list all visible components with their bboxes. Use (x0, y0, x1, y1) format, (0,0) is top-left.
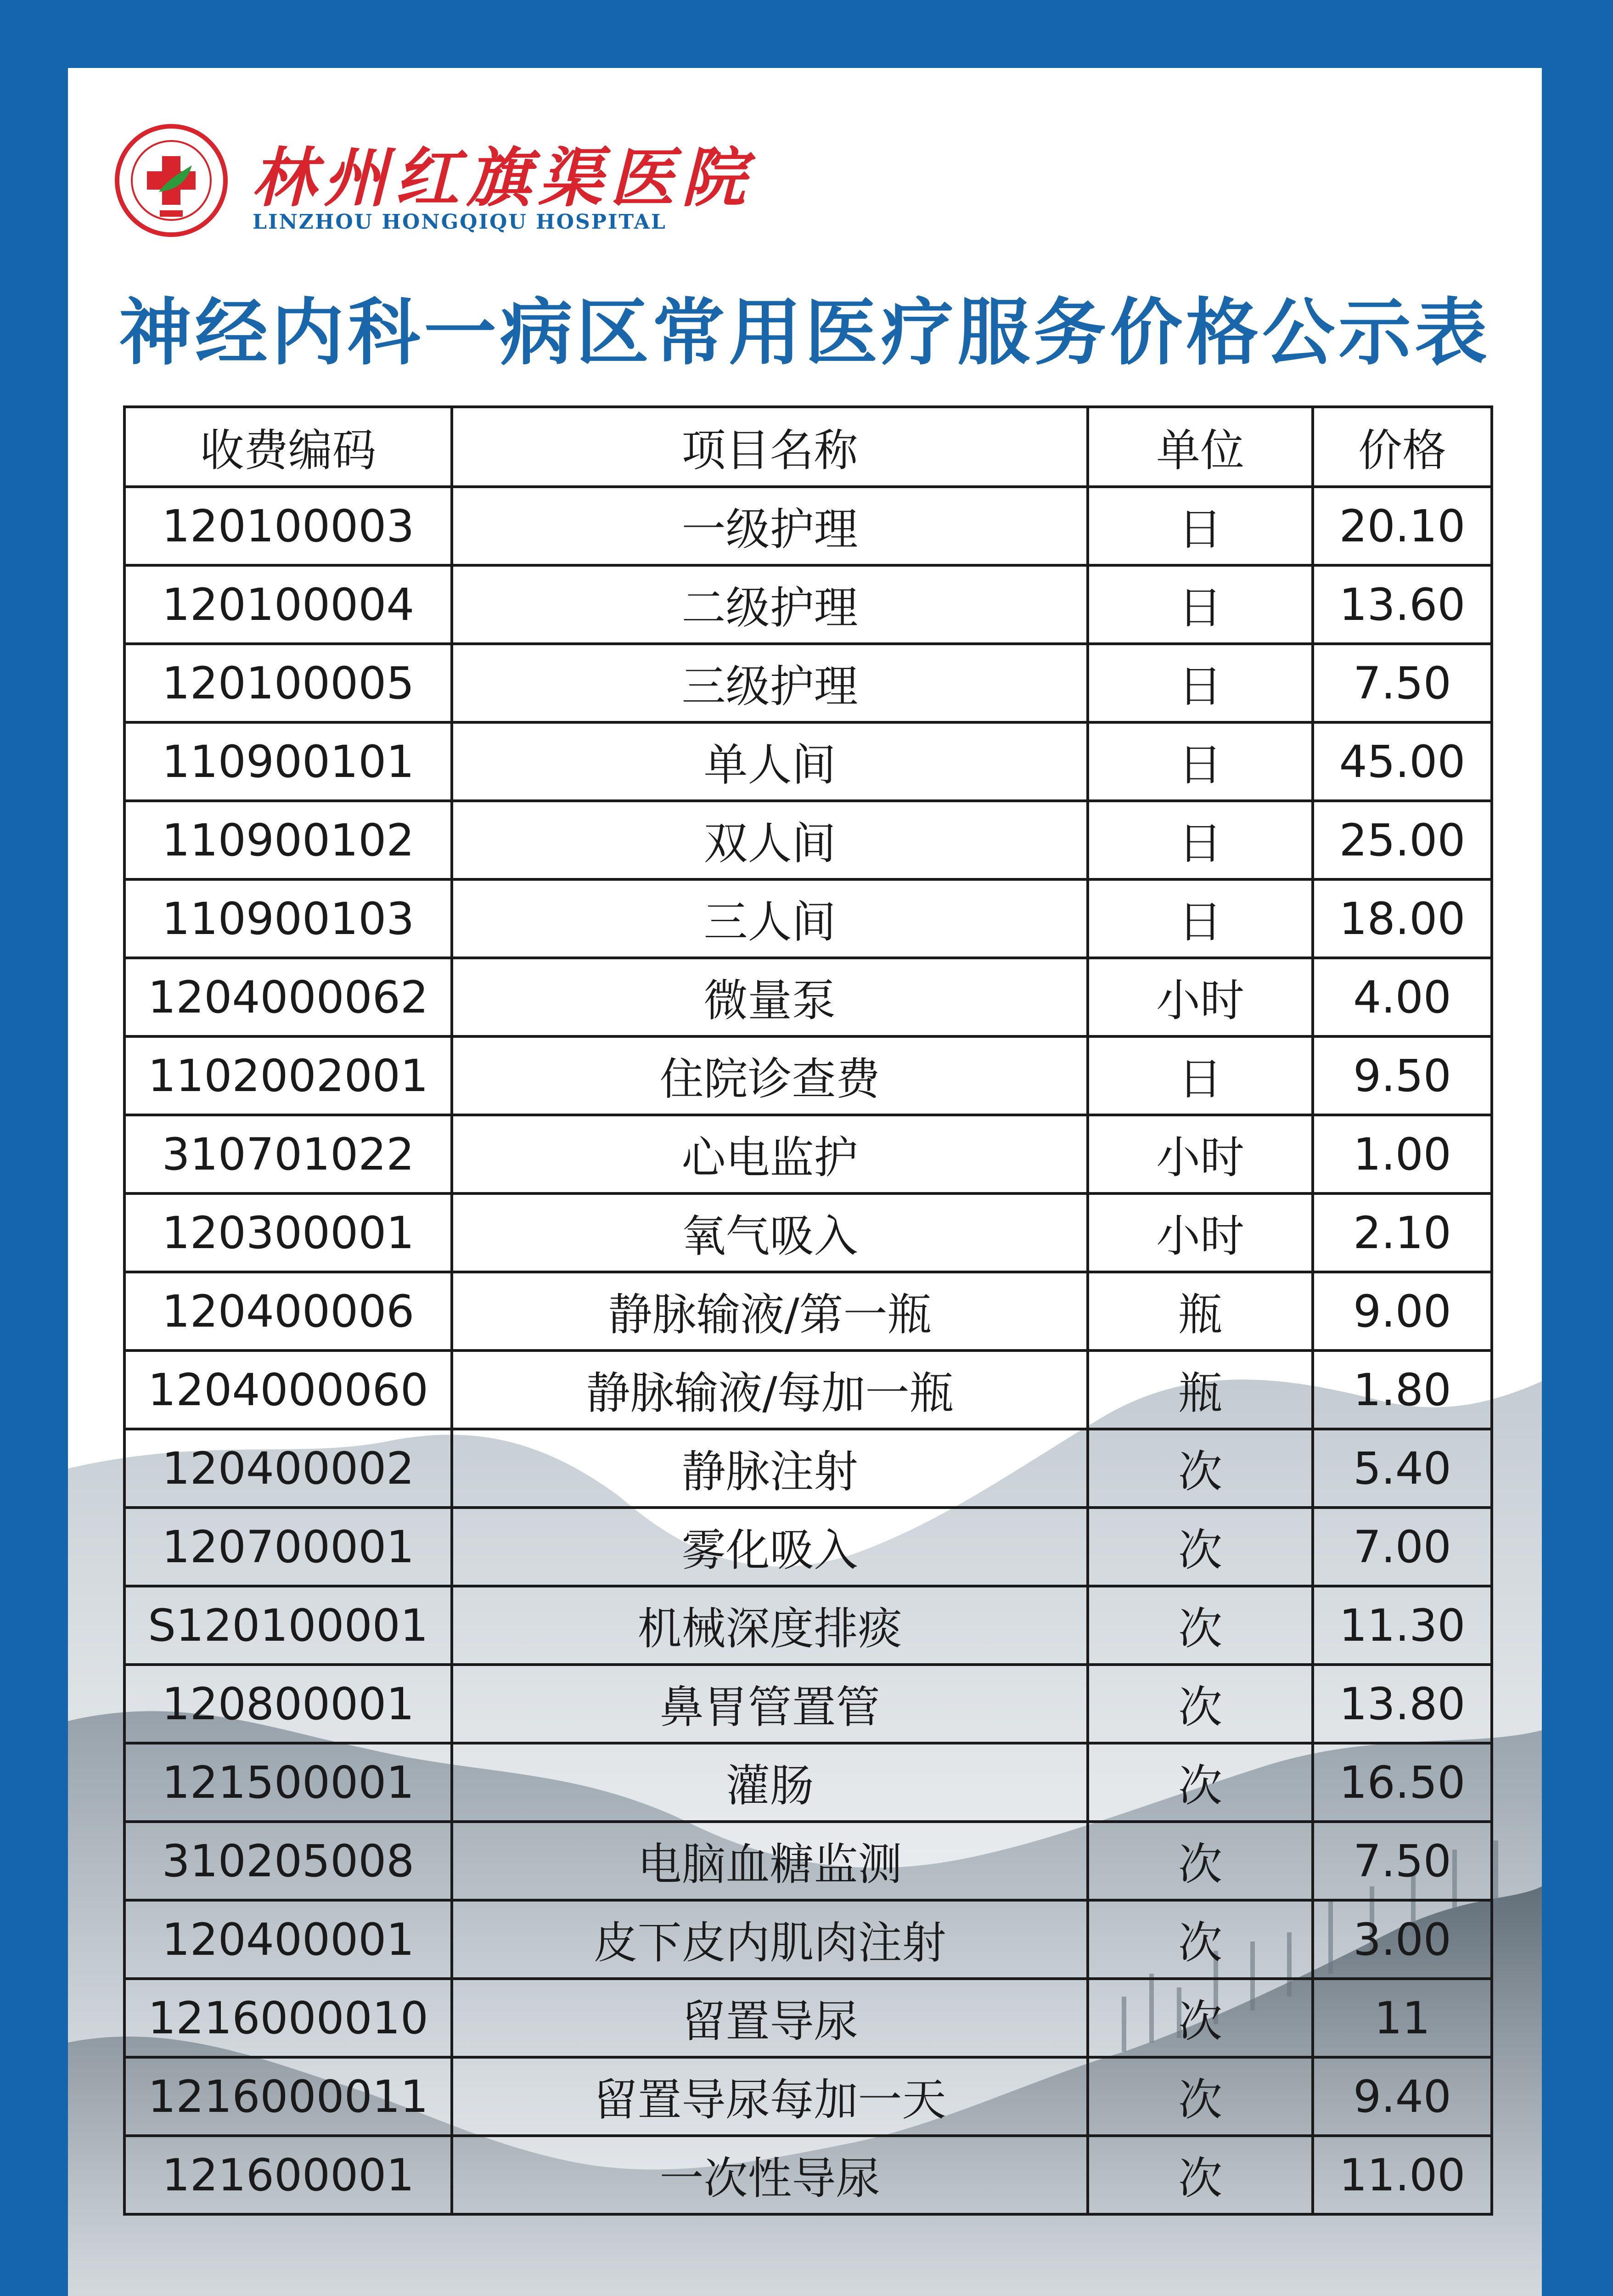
cell-code: 1216000011 (124, 2057, 452, 2136)
cell-unit: 次 (1088, 1665, 1313, 1743)
table-row (124, 1272, 1492, 1351)
cell-code: 310701022 (124, 1115, 452, 1193)
table-row (124, 1351, 1492, 1429)
cell-item-name: 电脑血糖监测 (452, 1822, 1088, 1900)
cell-code: 120100005 (124, 644, 452, 722)
poster-panel (68, 68, 1542, 2296)
cell-price: 3.00 (1313, 1900, 1492, 1979)
cell-code: 110900102 (124, 801, 452, 879)
cell-unit: 小时 (1088, 1193, 1313, 1272)
cell-price: 11 (1313, 1979, 1492, 2057)
cell-unit: 小时 (1088, 958, 1313, 1036)
cell-unit: 次 (1088, 1900, 1313, 1979)
table-row (124, 2136, 1492, 2214)
cell-price: 13.80 (1313, 1665, 1492, 1743)
cell-unit: 次 (1088, 1429, 1313, 1508)
header-code: 收费编码 (124, 407, 452, 487)
cell-price: 18.00 (1313, 879, 1492, 958)
table-row (124, 801, 1492, 879)
table-row (124, 958, 1492, 1036)
cell-item-name: 鼻胃管置管 (452, 1665, 1088, 1743)
cell-code: 120700001 (124, 1508, 452, 1586)
table-row (124, 1743, 1492, 1822)
cell-item-name: 灌肠 (452, 1743, 1088, 1822)
table-row (124, 1115, 1492, 1193)
header-item-name: 项目名称 (452, 407, 1088, 487)
table-row (124, 1900, 1492, 1979)
table-row (124, 1193, 1492, 1272)
cell-code: 1204000060 (124, 1351, 452, 1429)
cell-price: 25.00 (1313, 801, 1492, 879)
cell-item-name: 一级护理 (452, 487, 1088, 565)
table-row (124, 1822, 1492, 1900)
cell-price: 11.00 (1313, 2136, 1492, 2214)
hospital-header (114, 105, 849, 252)
cell-price: 9.50 (1313, 1036, 1492, 1115)
cell-unit: 次 (1088, 1508, 1313, 1586)
cell-price: 16.50 (1313, 1743, 1492, 1822)
cell-unit: 日 (1088, 801, 1313, 879)
cell-code: 120400001 (124, 1900, 452, 1979)
table-row (124, 487, 1492, 565)
table-row (124, 1429, 1492, 1508)
cell-unit: 日 (1088, 722, 1313, 801)
cell-item-name: 心电监护 (452, 1115, 1088, 1193)
cell-item-name: 静脉注射 (452, 1429, 1088, 1508)
cell-code: 110900103 (124, 879, 452, 958)
table-row (124, 2057, 1492, 2136)
cell-item-name: 皮下皮内肌肉注射 (452, 1900, 1088, 1979)
cell-item-name: 氧气吸入 (452, 1193, 1088, 1272)
cell-code: 121600001 (124, 2136, 452, 2214)
table-row (124, 1665, 1492, 1743)
table-row (124, 1586, 1492, 1665)
cell-unit: 次 (1088, 2136, 1313, 2214)
hospital-name-cn: 林州红旗渠医院 (252, 141, 753, 216)
cell-code: 120100003 (124, 487, 452, 565)
document-title: 神经内科一病区常用医疗服务价格公示表 (119, 291, 1491, 375)
table-row (124, 565, 1492, 644)
table-row (124, 1979, 1492, 2057)
table-header-row (124, 407, 1492, 487)
cell-unit: 日 (1088, 879, 1313, 958)
cell-price: 1.00 (1313, 1115, 1492, 1193)
cell-code: 120400006 (124, 1272, 452, 1351)
cell-code: 121500001 (124, 1743, 452, 1822)
cell-unit: 日 (1088, 1036, 1313, 1115)
hospital-logo-icon (114, 123, 229, 238)
cell-price: 13.60 (1313, 565, 1492, 644)
header-unit: 单位 (1088, 407, 1313, 487)
cell-item-name: 静脉输液/第一瓶 (452, 1272, 1088, 1351)
table-row (124, 722, 1492, 801)
cell-item-name: 留置导尿每加一天 (452, 2057, 1088, 2136)
cell-unit: 瓶 (1088, 1272, 1313, 1351)
cell-price: 20.10 (1313, 487, 1492, 565)
cell-price: 7.50 (1313, 1822, 1492, 1900)
cell-item-name: 双人间 (452, 801, 1088, 879)
table-body (124, 487, 1492, 2214)
cell-code: 120800001 (124, 1665, 452, 1743)
cell-unit: 日 (1088, 644, 1313, 722)
cell-item-name: 雾化吸入 (452, 1508, 1088, 1586)
cell-code: 110900101 (124, 722, 452, 801)
cell-price: 9.40 (1313, 2057, 1492, 2136)
cell-item-name: 静脉输液/每加一瓶 (452, 1351, 1088, 1429)
cell-unit: 次 (1088, 1979, 1313, 2057)
price-table (123, 405, 1493, 2216)
cell-price: 11.30 (1313, 1586, 1492, 1665)
cell-unit: 日 (1088, 565, 1313, 644)
header-price: 价格 (1313, 407, 1492, 487)
cell-price: 7.50 (1313, 644, 1492, 722)
table-row (124, 879, 1492, 958)
cell-item-name: 三级护理 (452, 644, 1088, 722)
cell-code: 1102002001 (124, 1036, 452, 1115)
cell-code: 310205008 (124, 1822, 452, 1900)
cell-price: 2.10 (1313, 1193, 1492, 1272)
cell-item-name: 一次性导尿 (452, 2136, 1088, 2214)
cell-price: 5.40 (1313, 1429, 1492, 1508)
cell-item-name: 单人间 (452, 722, 1088, 801)
table-row (124, 644, 1492, 722)
cell-price: 4.00 (1313, 958, 1492, 1036)
cell-unit: 次 (1088, 2057, 1313, 2136)
cell-price: 45.00 (1313, 722, 1492, 801)
cell-item-name: 留置导尿 (452, 1979, 1088, 2057)
cell-price: 9.00 (1313, 1272, 1492, 1351)
cell-unit: 小时 (1088, 1115, 1313, 1193)
cell-code: 1204000062 (124, 958, 452, 1036)
cell-code: 1216000010 (124, 1979, 452, 2057)
hospital-name-en: LINZHOU HONGQIQU HOSPITAL (253, 210, 667, 234)
cell-unit: 次 (1088, 1586, 1313, 1665)
cell-unit: 次 (1088, 1822, 1313, 1900)
cell-unit: 次 (1088, 1743, 1313, 1822)
cell-item-name: 三人间 (452, 879, 1088, 958)
cell-item-name: 住院诊查费 (452, 1036, 1088, 1115)
cell-code: 120400002 (124, 1429, 452, 1508)
cell-item-name: 机械深度排痰 (452, 1586, 1088, 1665)
cell-code: 120300001 (124, 1193, 452, 1272)
cell-unit: 日 (1088, 487, 1313, 565)
cell-item-name: 微量泵 (452, 958, 1088, 1036)
cell-unit: 瓶 (1088, 1351, 1313, 1429)
table-row (124, 1036, 1492, 1115)
cell-price: 1.80 (1313, 1351, 1492, 1429)
table-row (124, 1508, 1492, 1586)
cell-price: 7.00 (1313, 1508, 1492, 1586)
cell-code: S120100001 (124, 1586, 452, 1665)
cell-item-name: 二级护理 (452, 565, 1088, 644)
cell-code: 120100004 (124, 565, 452, 644)
